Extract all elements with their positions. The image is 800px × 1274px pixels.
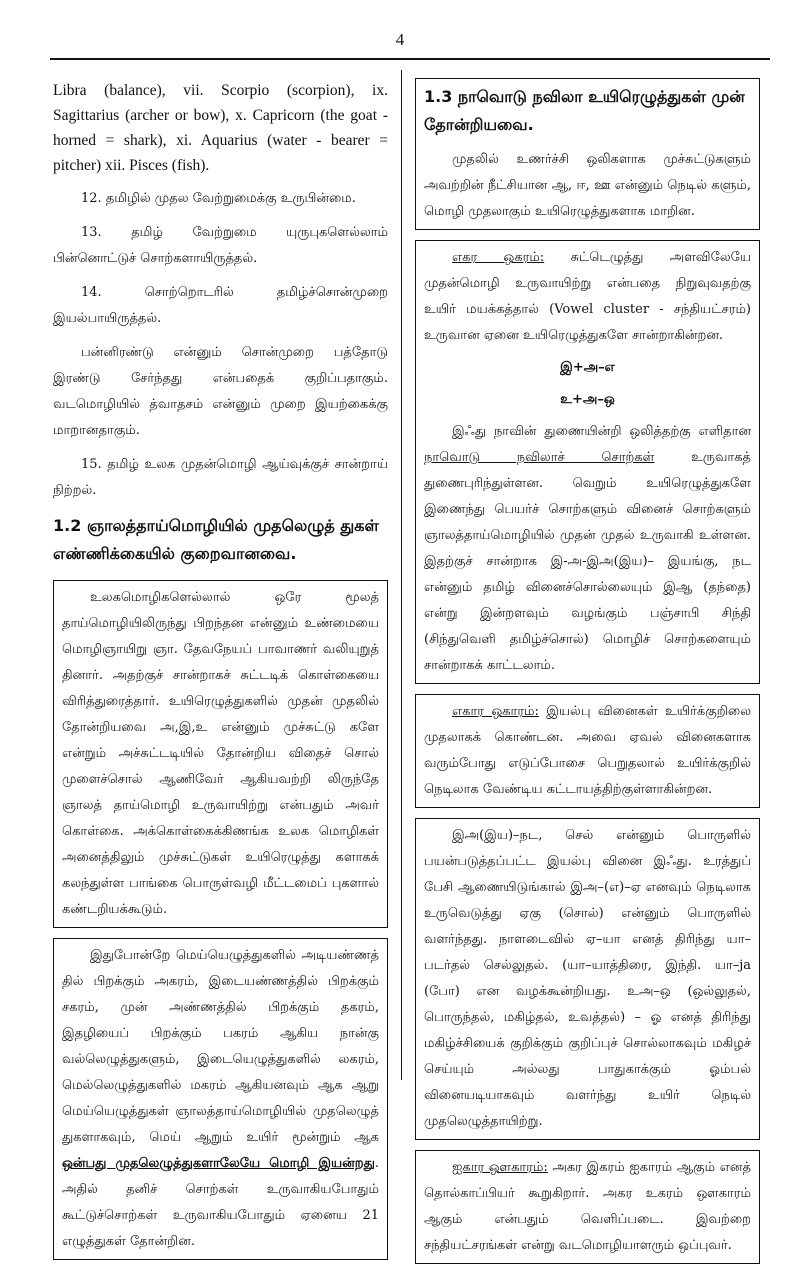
consonants-text-c: . அதில் தனிச் சொற்கள் உருவாகியபோதும் கூட்டுச்சொற்கள் உருவாகியபோதும் ஏனைய 21 எழுத்துகள் தோன்றின.: [62, 1156, 379, 1249]
section-heading-1-3: 1.3 நாவொடு நவிலா உயிரெழுத்துகள் முன் தோன்றியவை.: [424, 87, 745, 134]
box-paragraph-2: [53, 938, 388, 1260]
non-tongue-text-a: இஃது நாவின் துணையின்றி ஒலித்தற்கு எளிதான: [452, 424, 751, 439]
formula-u-a: உ+அ–ஒ: [560, 392, 615, 407]
box-paragraph-4: [415, 240, 760, 684]
consonants-text-a: இதுபோன்றே மெய்யெழுத்துகளில் அடியண்ணத் தில் பிறக்கும் அகரம், இடையண்ணத்தில் பிறக்கும் சகரம், முன் அண்ணத்தில் பிறக்கும் தகரம், இதழியைப் பிறக்கும் பகரம் ஆகிய நான்கு வல்லெழுத்துகளும், இடையெழுத்துகளில் லகரம், மெல்லெழுத்துகளில் மகரம் ஆகியனவும் ஆக ஆறு மெய்யெழுத்துகள் ஞாலத்தாய்மொழியில் முதலெழுத் துகளாகவும், மெய் ஆறும் உயிர் மூன்றும் ஆக: [62, 948, 379, 1145]
box-paragraph-7: [415, 1150, 760, 1264]
iya-paragraph: இஅ(இய)–நட, செல் என்னும் பொருளில் பயன்படுத்தப்பட்ட இயல்பு வினை இஃது. உரத்துப் பேசி ஆணையிடுங்கால் இஅ–(எ)–ஏ எனவும் நெடிலாக உருவெடுத்து ஏகு (சொல்) என்னும் பொருளில் வளர்ந்தது. நாளடைவில் ஏ–யா எனத் திரிந்து யா–படர்தல் செல்லுதல். (யா–யாத்திரை, இந்தி. யா–ja (போ) என வழக்கூன்றியது. உஅ–ஒ (ஒல்லுதல், பொருந்தல், மகிழ்தல், உவத்தல்) – ஓ எனத் திரிந்து மகிழ்ச்சியைக் குறிக்கும் குறிப்புச் சொல்லாகவும் மகிழச் செய்யும் அல்லது பாதுகாக்கும் ஓம்பல் வினையடியாகவும் வளர்ந்து உயிர் நெடில் முதலெழுத்தாயிற்று.: [424, 828, 751, 1129]
aikaara-paragraph: [424, 1155, 751, 1259]
page-number: 4: [395, 30, 405, 49]
box-paragraph-5: [415, 694, 760, 808]
twelve-paragraph: பன்னிரண்டு என்னும் சொன்முறை பத்தோடு இரண்டு சேர்ந்தது என்பதைக் குறிப்பதாகும். வடமொழியில் த்வாதசம் என்னும் முறை இயற்கைக்கு மாறானதாகும்.: [53, 345, 388, 438]
ekaara-okaaram-text: இயல்பு வினைகள் உயிர்க்குறிலை முதலாகக் கொண்டன. அவை ஏவல் வினைகளாக வரும்போது எடுப்போசை பெறுதலால் உயிர்க்குறில் நெடிலாக வேண்டிய கட்டாயத்திற்குள்ளாகின்றன.: [424, 704, 751, 797]
left-column: [53, 78, 388, 1270]
point-13: 13. தமிழ் வேற்றுமை யுருபுகளெல்லாம் பின்னொட்டுச் சொற்களாயிருத்தல்.: [53, 225, 388, 266]
aikaara-text: அகர இகரம் ஐகாரம் ஆகும் எனத் தொல்காப்பியர் கூறுகிறார். அகர உகரம் ஔகாரம் ஆகும் என்பதும் வெளிப்படை. இவற்றை சந்தியட்சரங்கள் என்று வடமொழியாளரும் ஒப்புவர்.: [424, 1160, 751, 1253]
point-14: 14. சொற்றொடரில் தமிழ்ச்சொன்முறை இயல்பாயிருத்தல்.: [53, 285, 388, 326]
ekara-okaram-text: சுட்டெழுத்து அளவிலேயே முதன்மொழி உருவாயிற்று என்பதை நிறுவுவதற்கு உயிர் மயக்கத்தால் (Vowel cluster - சந்தியட்சரம்) உருவான ஏனை உயிரெழுத்துகளே சான்றாகின்றன.: [424, 250, 751, 343]
section-heading-1-2: 1.2 ஞாலத்தாய்மொழியில் முதலெழுத் துகள் எண்ணிக்கையில் குறைவானவை.: [53, 516, 379, 563]
header-rule: [50, 58, 770, 60]
formula-i-a: இ+அ–எ: [560, 360, 615, 375]
right-column: [415, 78, 760, 1274]
ekaara-okaaram-paragraph: [424, 699, 751, 803]
aikaara-label: ஐகார ஔகாரம்:: [452, 1160, 548, 1175]
box-paragraph-3: [415, 78, 760, 230]
ekara-okaram-paragraph: [424, 245, 751, 349]
zodiac-paragraph: Libra (balance), vii. Scorpio (scorpion), ix. Sagittarius (archer or bow), x. Capricorn (the goat - horned = shark), xi. Aquarius (water - bearer = pitcher) xii. Pisces (fish).: [53, 82, 388, 174]
column-divider: [401, 70, 402, 1080]
ekaara-okaaram-label: எகார ஒகாரம்:: [452, 704, 539, 719]
box-paragraph-1: [53, 580, 388, 928]
root-language-paragraph: உலகமொழிகளெல்லால் ஒரே மூலத் தாய்மொழியிலிருந்து பிறந்தன என்னும் உண்மையை மொழிஞாயிறு ஞா. தேவநேயப் பாவாணர் வலியுறுத் தினார். அதற்குச் சான்றாகச் சுட்டடிக் கொள்கையை விரித்துரைத்தார். உயிரெழுத்துகளில் முதன் முதலில் தோன்றியவை அ,இ,உ என்னும் முச்சுட்டு களே என்றும் அச்சுட்டடியில் தோன்றிய விதைச் சொல் முளைச்சொல் ஆணிவேர் ஆகியவற்றி லிருந்தே ஞாலத் தாய்மொழி உருவாயிற்று என்பதும் அவர் கொள்கை. அக்கொள்கைக்கிணங்க உலக மொழிகள் அனைத்திலும் முச்சுட்டுகள் உயிரெழுத்து களாகக் கலந்துள்ள பாங்கை பொருள்வழி மீட்டமைப் புகளால் கண்டறியக்கூடும்.: [62, 590, 379, 917]
point-15: 15. தமிழ் உலக முதன்மொழி ஆய்வுக்குச் சான்றாய் நிற்றல்.: [53, 457, 388, 498]
non-tongue-words-paragraph: [424, 419, 751, 679]
point-12: 12. தமிழில் முதல வேற்றுமைக்கு உருபின்மை.: [81, 191, 356, 206]
box-paragraph-6: [415, 818, 760, 1140]
non-tongue-text-b: உருவாகத் துணைபுரிந்துள்ளன. வெறும் உயிரெழுத்துகளே இணைந்து பெயர்ச் சொற்களும் வினைச் சொற்களும் ஞாலத்தாய்மொழியில் முதன் முதல் உருவாகி உள்ளன. இதற்குச் சான்றாக இ-அ-இஅ(இய)– இயங்கு, நட என்னும் தமிழ் வினைச்சொல்லையும் இஆ (தந்தை) என்று இன்றளவும் வழங்கும் பஞ்சாபி சிந்தி (சிந்துவெளி தமிழ்ச்சொல்) மொழிச் சொற்களையும் சான்றாகக் காட்டலாம்.: [424, 450, 751, 673]
non-tongue-words-term: நாவொடு நவிலாச் சொற்கள்: [424, 450, 655, 465]
nine-letters-emphasis: ஒன்பது முதலெழுத்துகளாலேயே மொழி இயன்றது: [62, 1156, 375, 1171]
vowels-paragraph: முதலில் உணர்ச்சி ஒலிகளாக முச்சுட்டுகளும் அவற்றின் நீட்சியான ஆ, ஈ, ஊ என்னும் நெடில் களும், மொழி முதலாகும் உயிரெழுத்துகளாக மாறின.: [424, 152, 751, 219]
ekara-okaram-label: எகர ஒகரம்:: [452, 250, 545, 265]
consonants-paragraph: [62, 943, 379, 1255]
